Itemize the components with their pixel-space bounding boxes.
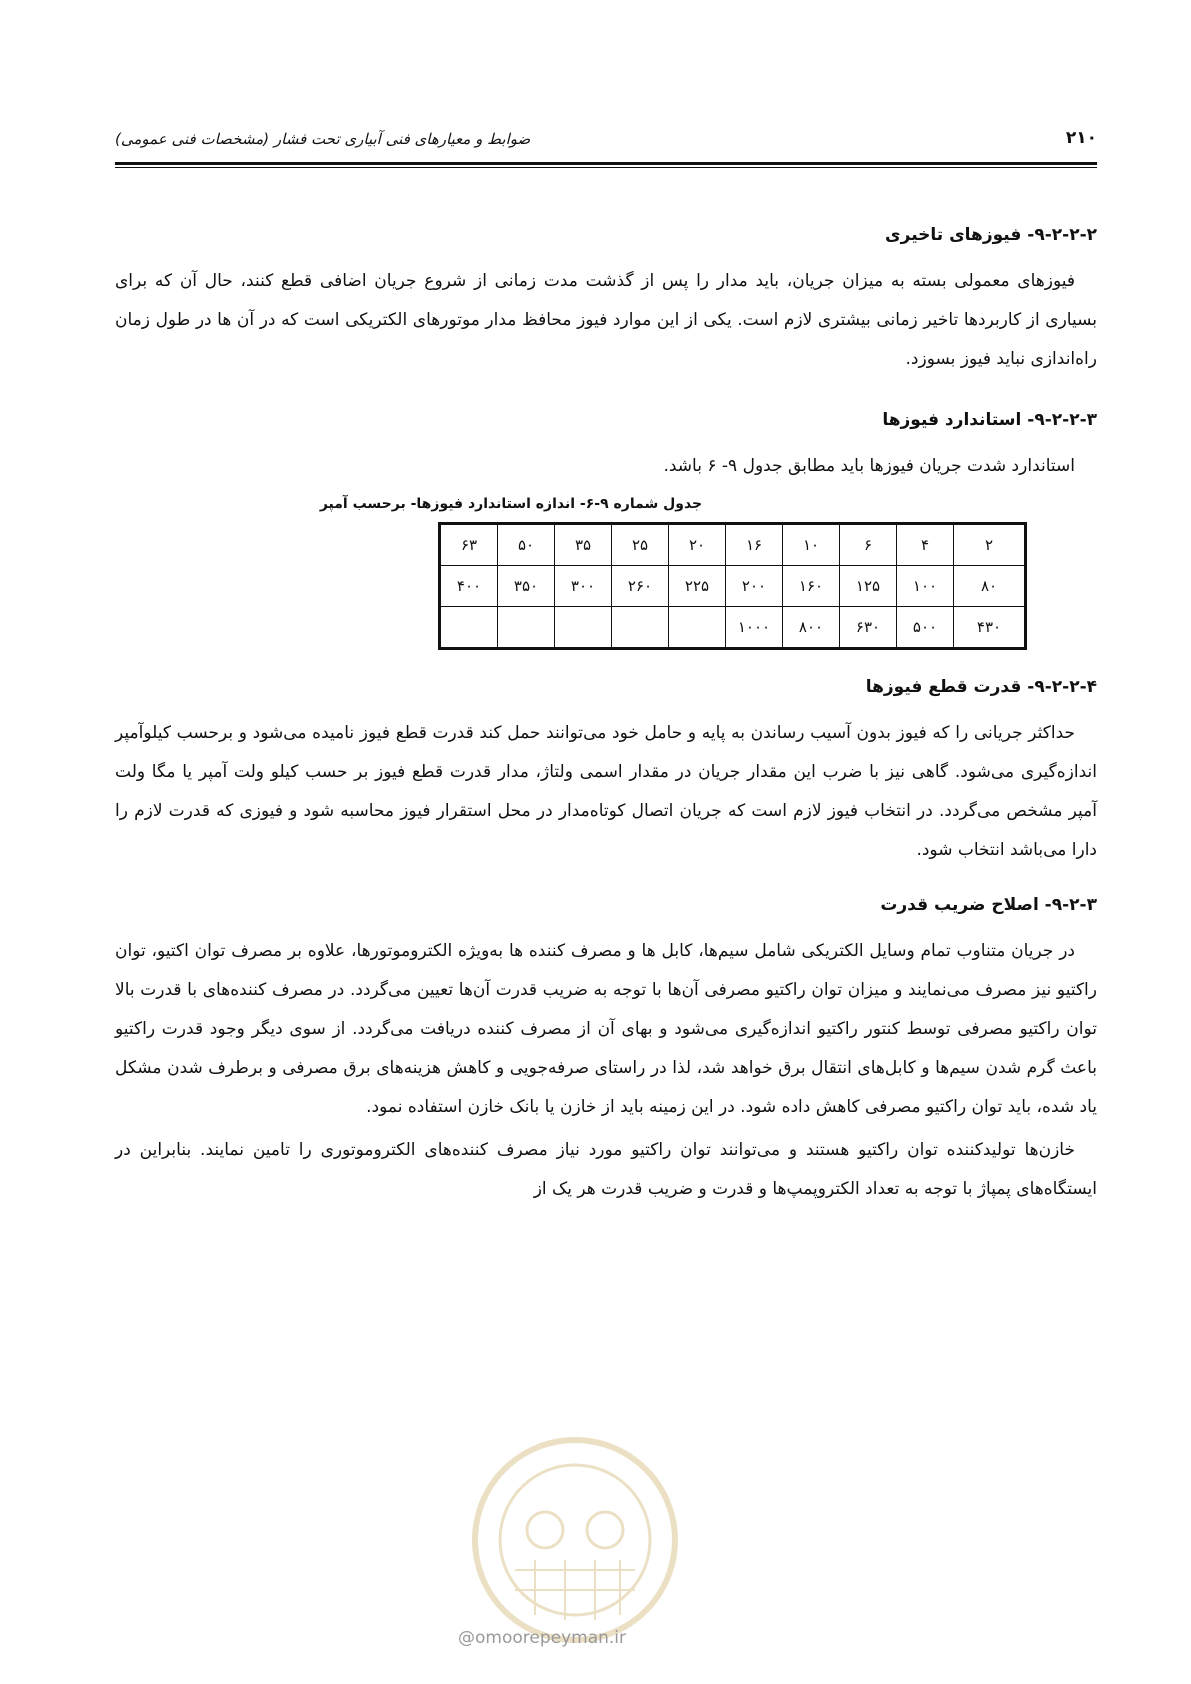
table-cell: ۲ — [954, 524, 1026, 566]
section-heading: ۹-۲-۲-۲- فیوزهای تاخیری — [885, 225, 1097, 245]
table-cell: ۲۲۵ — [669, 566, 726, 607]
running-title: ضوابط و معیارهای فنی آبیاری تحت فشار (مشخصات فنی عمومی) — [115, 130, 531, 148]
table-cell: ۳۰۰ — [555, 566, 612, 607]
table-cell: ۳۵ — [555, 524, 612, 566]
table-cell — [498, 607, 555, 649]
table-caption: جدول شماره ۹-۶- اندازه استاندارد فیوزها- برحسب آمپر — [319, 496, 703, 512]
table-cell: ۲۶۰ — [612, 566, 669, 607]
section-power-factor — [115, 892, 1097, 1209]
table-cell — [612, 607, 669, 649]
table-cell: ۲۰۰ — [726, 566, 783, 607]
section-fuse-standard — [115, 407, 1097, 650]
page-number: ۲۱۰ — [1065, 128, 1097, 148]
table-cell: ۳۵۰ — [498, 566, 555, 607]
section-paragraph: حداکثر جریانی را که فیوز بدون آسیب رساندن به پایه و حامل خود می‌توانند حمل کند قدرت قطع فیوز نامیده می‌شود و برحسب کیلوآمپر اندازه‌گیری می‌شود. گاهی نیز با ضرب این مقدار جریان در مقدار اسمی ولتاژ، مدار قدرت قطع فیوز بر حسب کیلو ولت آمپر یا مگا ولت آمپر مشخص می‌گردد. در انتخاب فیوز لازم است که جریان اتصال کوتاه‌مدار در محل استقرار فیوز محاسبه شود و فیوزی که قدرت لازم را دارا می‌باشد انتخاب شود. — [115, 723, 1097, 860]
table-cell: ۴۰۰ — [440, 566, 498, 607]
table-cell: ۶ — [840, 524, 897, 566]
section-paragraph: در جریان متناوب تمام وسایل الکتریکی شامل سیم‌ها، کابل ها و مصرف کننده ها به‌ویژه الکتروموتورها، علاوه بر مصرف توان اکتیو، توان راکتیو نیز مصرف می‌نمایند و میزان توان راکتیو مصرفی آن‌ها با توجه به ضریب قدرت آن‌ها تعیین می‌گردد. در مصرف کننده‌های با قدرت بالا توان راکتیو مصرفی توسط کنتور راکتیو اندازه‌گیری می‌شود و بهای آن از مصرف کننده دریافت می‌گردد. از سوی دیگر وجود قدرت راکتیو باعث گرم شدن سیم‌ها و کابل‌های انتقال برق خواهد شد، لذا در راستای صرفه‌جویی و کاهش هزینه‌های برق مصرفی و برطرف شدن مشکل یاد شده، باید توان راکتیو مصرفی کاهش داده شود. در این زمینه باید از خازن یا بانک خازن استفاده نمود. — [115, 941, 1097, 1117]
table-cell: ۱۲۵ — [840, 566, 897, 607]
fuse-size-table — [438, 522, 1027, 650]
header-rule-thick — [115, 162, 1097, 165]
table-row — [440, 566, 1026, 607]
table-cell — [669, 607, 726, 649]
table-cell: ۱۶ — [726, 524, 783, 566]
section-paragraph: خازن‌ها تولیدکننده توان راکتیو هستند و می‌توانند توان راکتیو مورد نیاز مصرف کننده‌های الکتروموتوری را تامین نمایند. بنابراین در ایستگاه‌های پمپاژ با توجه به تعداد الکتروپمپ‌ها و قدرت و ضریب قدرت هر یک از — [115, 1140, 1097, 1199]
table-row — [440, 524, 1026, 566]
section-delay-fuses — [115, 222, 1097, 379]
section-heading: ۹-۲-۲-۳- استاندارد فیوزها — [882, 410, 1097, 430]
watermark-site-label: @omoorepeyman.ir — [458, 1628, 627, 1648]
table-cell: ۱۶۰ — [783, 566, 840, 607]
table-cell: ۱۰۰ — [897, 566, 954, 607]
table-cell: ۱۰ — [783, 524, 840, 566]
table-cell — [440, 607, 498, 649]
section-paragraph: استاندارد شدت جریان فیوزها باید مطابق جدول ۹- ۶ باشد. — [663, 456, 1075, 476]
section-heading: ۹-۲-۳- اصلاح ضریب قدرت — [880, 895, 1097, 915]
table-cell — [555, 607, 612, 649]
header-rule-thin — [115, 167, 1097, 168]
table-cell: ۶۳۰ — [840, 607, 897, 649]
table-cell: ۵۰ — [498, 524, 555, 566]
section-paragraph: فیوزهای معمولی بسته به میزان جریان، باید مدار را پس از گذشت مدت زمانی از شروع جریان اضافی قطع کنند، حال آن که برای بسیاری از کاربردها تاخیر زمانی بیشتری لازم است. یکی از این موارد فیوز محافظ مدار موتورهای الکتریکی است که در آن ها در طول زمان راه‌اندازی نباید فیوز بسوزد. — [115, 271, 1097, 369]
page-header — [115, 128, 1097, 158]
table-cell: ۵۰۰ — [897, 607, 954, 649]
table-row — [440, 607, 1026, 649]
table-cell: ۲۰ — [669, 524, 726, 566]
watermark-seal-icon — [455, 1420, 695, 1660]
table-cell: ۲۵ — [612, 524, 669, 566]
table-cell: ۱۰۰۰ — [726, 607, 783, 649]
table-cell: ۴ — [897, 524, 954, 566]
table-cell: ۴۳۰ — [954, 607, 1026, 649]
page-body — [115, 222, 1097, 1209]
table-cell: ۸۰ — [954, 566, 1026, 607]
section-heading: ۹-۲-۲-۴- قدرت قطع فیوزها — [865, 677, 1097, 697]
table-cell: ۸۰۰ — [783, 607, 840, 649]
table-cell: ۶۳ — [440, 524, 498, 566]
section-breaking-capacity — [115, 674, 1097, 870]
